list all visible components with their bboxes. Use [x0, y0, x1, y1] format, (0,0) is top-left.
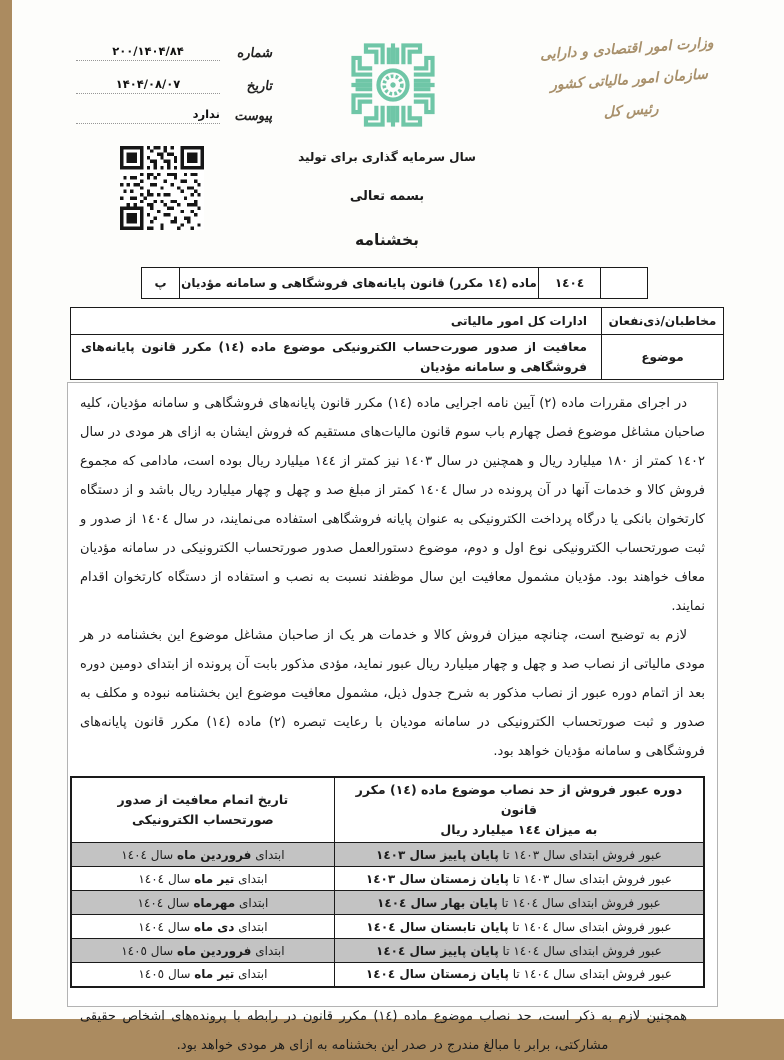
table-row	[71, 867, 704, 891]
attachment-label: پیوست	[233, 109, 273, 124]
tax-organization-name: سازمان امور مالیاتی کشور	[549, 66, 709, 94]
number-label: شماره	[235, 46, 273, 61]
date-cell: ابتدای تیر ماه سال ١٤٠٥	[71, 963, 334, 987]
classification-strip	[141, 267, 648, 299]
ministry-name: وزارت امور اقتصادی و دارایی	[539, 35, 715, 64]
year-slogan: سال سرمایه گذاری برای تولید	[298, 150, 476, 164]
date-cell: ابتدای فروردین ماه سال ١٤٠٥	[71, 939, 334, 963]
attachment-dotted-line	[76, 103, 220, 124]
table-row	[71, 915, 704, 939]
period-cell: عبور فروش ابتدای سال ١٤٠٤ تا پایان زمستان سال ١٤٠٤	[334, 963, 704, 987]
letterhead-number-row	[76, 40, 272, 61]
table-row	[71, 939, 704, 963]
date-cell: ابتدای دی ماه سال ١٤٠٤	[71, 915, 334, 939]
classification-empty-cell	[601, 268, 648, 299]
table-row	[71, 843, 704, 867]
audience-value: ادارات کل امور مالیاتی	[71, 308, 602, 335]
date-value: ۱۴۰۴/۰۸/۰۷	[115, 77, 181, 91]
basmala: بسمه تعالی	[349, 189, 425, 204]
letterhead-attachment-row	[76, 103, 272, 124]
letterhead-date-row	[76, 73, 272, 94]
table-row	[71, 963, 704, 987]
subject-row	[71, 335, 724, 380]
director-general-title: رئیس کل	[603, 101, 660, 121]
audience-label: مخاطبان/ذی‌نفعان	[602, 308, 724, 335]
body-paragraph-3: همچنین لازم به ذکر است، حد نصاب موضوع ماده (١٤) مکرر قانون در رابطه با پرونده‌های اشخاص حقیقی مشارکتی، برابر با مبالغ مندرج در صدر این بخشنامه به ازای هر مودی خواهد بود.	[80, 1008, 687, 1053]
period-header-line1: دوره عبور فروش از حد نصاب موضوع ماده (١٤) مکرر قانون	[355, 782, 683, 817]
table-row	[71, 891, 704, 915]
attachment-value: ندارد	[192, 107, 220, 121]
info-table	[70, 307, 724, 380]
period-cell: عبور فروش ابتدای سال ١٤٠٤ تا پایان پاییز سال ١٤٠٤	[334, 939, 704, 963]
period-column-header	[334, 777, 704, 843]
period-cell: عبور فروش ابتدای سال ١٤٠٤ تا پایان تابستان سال ١٤٠٤	[334, 915, 704, 939]
number-dotted-line	[76, 40, 220, 61]
paper-sheet	[12, 0, 784, 1053]
period-header-line2: به میزان ١٤٤ میلیارد ریال	[440, 822, 598, 837]
date-cell: ابتدای تیر ماه سال ١٤٠٤	[71, 867, 334, 891]
number-value: ۲۰۰/۱۴۰۴/۸۴	[112, 44, 184, 58]
classification-code-letter: پ	[142, 268, 180, 299]
organization-calligraphy	[481, 24, 777, 137]
classification-subject-ref: ماده (١٤ مکرر) قانون پایانه‌های فروشگاهی و سامانه مؤدیان	[180, 268, 539, 299]
body-paragraph-2: لازم به توضیح است، چنانچه میزان فروش کالا و خدمات هر یک از صاحبان مشاغل موضوع این بخشنامه در هر مودی مالیاتی از نصاب صد و چهل و چهار میلیارد ریال عبور نماید، مؤدی مذکور بابت آن پرونده از ابتدای دومین دوره بعد از اتمام دوره عبور از نصاب مذکور به شرح جدول ذیل، مشمول معافیت موضوع این بخشنامه نبوده و مکلف به صدور و ثبت صورتحساب الکترونیکی در سامانه مودیان با رعایت تبصره (٢) ماده (١٤) مکرر قانون پایانه‌های فروشگاهی و سامانه مؤدیان خواهد بود.	[80, 628, 705, 759]
audience-row	[71, 308, 724, 335]
document-type-title: بخشنامه	[355, 231, 419, 249]
date-cell: ابتدای فروردین ماه سال ١٤٠٤	[71, 843, 334, 867]
classification-year: ١٤٠٤	[539, 268, 601, 299]
date-cell: ابتدای مهرماه سال ١٤٠٤	[71, 891, 334, 915]
circular-body	[67, 382, 718, 1053]
period-cell: عبور فروش ابتدای سال ١٤٠٤ تا پایان بهار سال ١٤٠٤	[334, 891, 704, 915]
body-paragraph-1: در اجرای مقررات ماده (٢) آیین نامه اجرایی ماده (١٤) مکرر قانون پایانه‌های فروشگاهی و سامانه مؤدیان، کلیه صاحبان مشاغل موضوع فصل چهارم باب سوم قانون مالیات‌های مستقیم که فروش ایشان به ازای هر مودی در سال ١٤٠٢ کمتر از ١٨٠ میلیارد ریال و همچنین در سال ١٤٠٣ نیز کمتر از ١٤٤ میلیارد ریال بوده است، مادامی که مجموع فروش کالا و خدمات آنها در آن پرونده در سال ١٤٠٤ کمتر از مبلغ صد و چهل و چهار میلیارد ریال باشد و از دستگاه کارتخوان بانکی یا درگاه پرداخت الکترونیکی به عنوان پایانه فروشگاهی استفاده می‌نمایند، در سال ١٤٠٤ از صدور و ثبت صورتحساب الکترونیکی نوع اول و دوم، موضوع دستورالعمل صدور صورتحساب الکترونیکی در سامانه مؤدیان معاف خواهند بود. مؤدیان مشمول معافیت این سال موظفند نسبت به نصب و استفاده از دستگاه کارتخوان اقدام نمایند.	[80, 396, 706, 614]
tax-administration-logo-icon	[330, 33, 456, 137]
classification-row	[142, 268, 648, 299]
subject-label: موضوع	[602, 335, 724, 380]
period-cell: عبور فروش ابتدای سال ١٤٠٣ تا پایان زمستان سال ١٤٠٣	[334, 867, 704, 891]
date-dotted-line	[76, 73, 220, 94]
subject-value: معافیت از صدور صورت‌حساب الکترونیکی موضوع ماده (١٤) مکرر قانون پایانه‌های فروشگاهی و سامانه مؤدیان	[71, 335, 602, 380]
date-header-line2: صورتحساب الکترونیکی	[132, 812, 274, 827]
date-header-line1: تاریخ اتمام معافیت از صدور	[117, 792, 289, 807]
date-label: تاریخ	[245, 79, 273, 94]
threshold-schedule-table	[70, 776, 705, 988]
schedule-header-row	[71, 777, 704, 843]
period-cell: عبور فروش ابتدای سال ١٤٠٣ تا پایان پاییز سال ١٤٠٣	[334, 843, 704, 867]
date-column-header	[71, 777, 334, 843]
